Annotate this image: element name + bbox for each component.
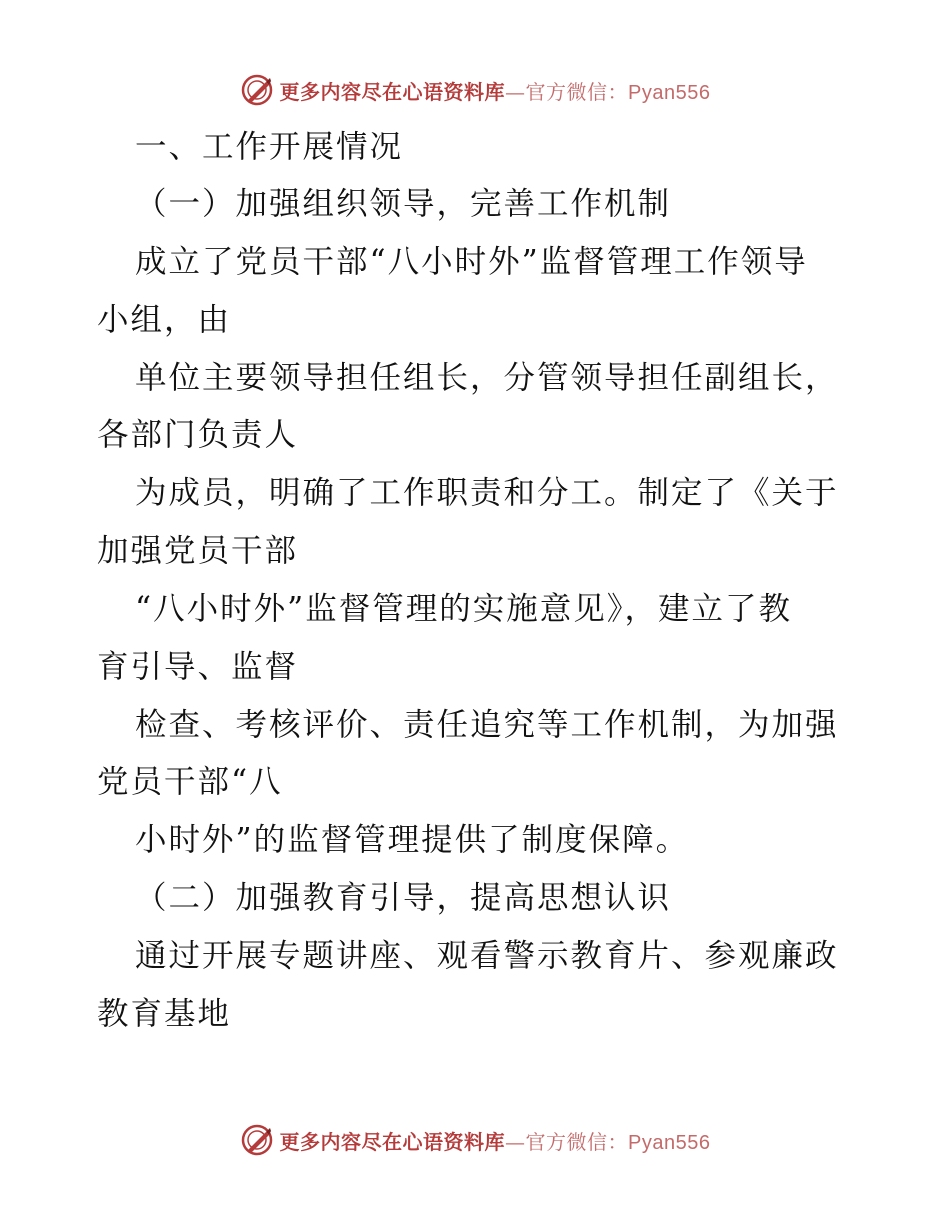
watermark-handle: Pyan556 xyxy=(628,81,711,104)
watermark-header xyxy=(0,70,950,110)
section-heading: 一、工作开展情况 xyxy=(135,129,404,165)
watermark-handle: Pyan556 xyxy=(628,1131,711,1154)
watermark-separator: — xyxy=(505,79,526,104)
subsection-heading: （一）加强组织领导，完善工作机制 xyxy=(135,186,672,222)
paragraph-line: 育引导、监督 xyxy=(97,649,299,685)
paragraph-line: 检查、考核评价、责任追究等工作机制，为加强 xyxy=(135,707,839,743)
pen-logo-icon xyxy=(240,1123,274,1157)
watermark-separator: — xyxy=(505,1129,526,1154)
paragraph-line: 小组，由 xyxy=(97,302,232,338)
paragraph-line: 教育基地 xyxy=(97,996,232,1032)
paragraph-line: 单位主要领导担任组长，分管领导担任副组长， xyxy=(135,360,839,396)
watermark-wechat-label: 官方微信： xyxy=(525,1129,629,1154)
paragraph-line: 党员干部“八 xyxy=(97,764,283,800)
watermark-wechat-label: 官方微信： xyxy=(525,79,629,104)
paragraph-line: 为成员，明确了工作职责和分工。制定了《关于 xyxy=(135,475,839,511)
paragraph-line: 小时外”的监督管理提供了制度保障。 xyxy=(135,822,690,858)
watermark-site-name: 更多内容尽在心语资料库 xyxy=(279,79,506,104)
paragraph-line: “八小时外”监督管理的实施意见》，建立了教 xyxy=(135,591,792,627)
pen-logo-icon xyxy=(240,73,274,107)
watermark-site-name: 更多内容尽在心语资料库 xyxy=(279,1129,506,1154)
paragraph-line: 加强党员干部 xyxy=(97,533,299,569)
subsection-heading: （二）加强教育引导，提高思想认识 xyxy=(135,880,672,916)
paragraph-line: 各部门负责人 xyxy=(97,417,299,453)
paragraph-line: 通过开展专题讲座、观看警示教育片、参观廉政 xyxy=(135,938,839,974)
paragraph-line: 成立了党员干部“八小时外”监督管理工作领导 xyxy=(135,244,808,280)
watermark-footer xyxy=(0,1120,950,1160)
